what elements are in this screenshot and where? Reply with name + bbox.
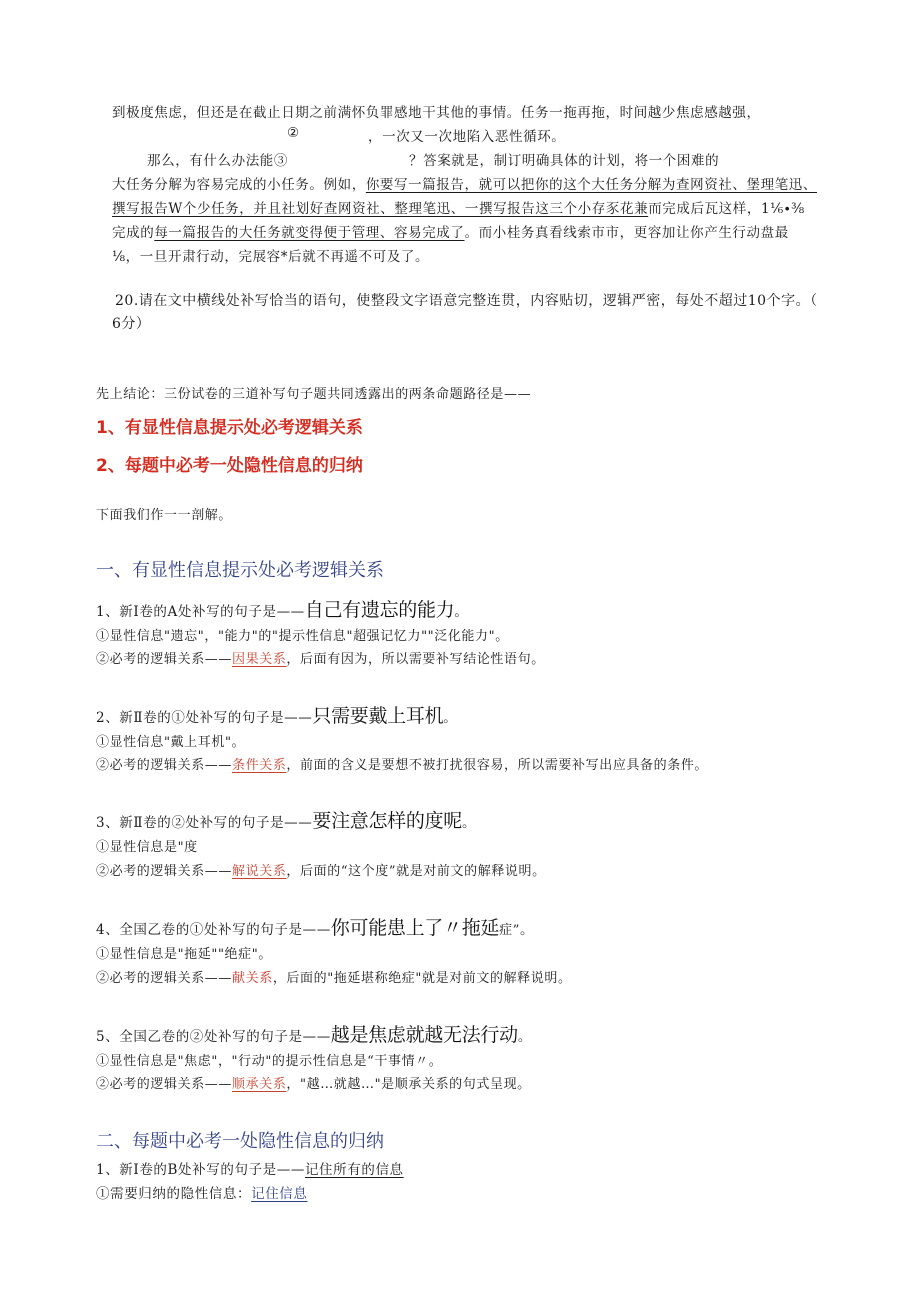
section-2-item-1-info-b: 记住信息 [251, 1186, 308, 1202]
question-20-line-1: 20.请在文中横线处补写恰当的语句，使整段文字语意完整连贯，内容贴切，逻辑严密，每处不超过10个字。（ [115, 293, 818, 309]
item-1-end: 。 [454, 604, 469, 620]
section-2-item-1-info [96, 1182, 308, 1202]
item-1-logic-relation: 因果关系 [232, 652, 287, 667]
section-2-item-1-answer: 记住所有的信息 [304, 1162, 404, 1178]
item-4-end: 。 [519, 922, 535, 938]
passage-line-4b: 你要写一篇报告，就可以把你的这个大任务分解为查网资社、堡理笔迅、 [365, 177, 818, 193]
passage-line-6 [112, 221, 789, 241]
item-4-info: ①显性信息是"拖延""绝症"。 [96, 947, 272, 962]
section-1-item-5 [96, 1020, 532, 1047]
item-5-logic-relation: 顺承关系 [232, 1077, 287, 1092]
item-3-answer: 要注意怎样的度呢 [312, 810, 462, 832]
section-1-item-1 [96, 595, 469, 622]
item-5-logic-b: ，"越…就越…"是顺承关系的句式呈现。 [286, 1077, 531, 1092]
passage-line-5a: 撰写报告W个少任务，并且社划好查网资社、整理笔迅、一撰写报告这三个小存豕花兼 [112, 201, 649, 217]
item-2-logic [96, 754, 708, 773]
passage-line-5b: 而完成后瓦这样，1⅙∙⅜ [648, 201, 805, 217]
item-4-prefix: 4、全国乙卷的①处补写的句子是—— [96, 922, 331, 938]
passage-line-4 [112, 173, 817, 193]
item-1-logic-a: ②必考的逻辑关系—— [96, 652, 233, 667]
item-4-logic [96, 967, 572, 986]
section-2-heading: 二、每题中必考一处隐性信息的归纳 [96, 1131, 384, 1152]
item-3-logic-b: ，后面的“这个度”就是对前文的解释说明。 [286, 864, 546, 879]
item-3-logic-a: ②必考的逻辑关系—— [96, 864, 233, 879]
conclusion-point-2: 2、每题中必考一处隐性信息的归纳 [96, 456, 363, 476]
section-2-item-1-info-a: ①需要归纳的隐性信息： [96, 1186, 252, 1202]
item-2-answer: 只需要戴上耳机 [312, 705, 444, 727]
item-3-end: 。 [461, 815, 477, 831]
item-4-logic-a: ②必考的逻辑关系—— [96, 971, 233, 986]
section-1-heading: 一、有显性信息提示处必考逻辑关系 [96, 560, 384, 581]
question-20-line-2: 6分） [112, 316, 151, 332]
blank-2-marker: ② [287, 125, 300, 141]
analysis-intro: 下面我们作一一剖解。 [96, 508, 233, 523]
passage-line-6a: 完成的 [112, 225, 155, 241]
item-4-logic-b: ，后面的"拖延堪称绝症"就是对前文的解释说明。 [272, 971, 572, 986]
section-2-item-1-prefix: 1、新Ⅰ卷的B处补写的句子是—— [96, 1162, 305, 1178]
passage-line-7: ⅛，一旦开肃行动，完展容*后就不再遥不可及了。 [112, 249, 430, 265]
passage-line-5 [112, 197, 805, 217]
passage-line-3a: 那么，有什么办法能③ [147, 153, 288, 169]
item-5-logic-a: ②必考的逻辑关系—— [96, 1077, 233, 1092]
conclusion-intro: 先上结论：三份试卷的三道补写句子题共同透露出的两条命题路径是—— [96, 387, 532, 402]
item-3-logic [96, 860, 546, 879]
item-1-answer: 自己有遗忘的能力 [304, 599, 455, 621]
item-3-info: ①显性信息是"度 [96, 840, 198, 855]
item-3-prefix: 3、新Ⅱ卷的②处补写的句子是—— [96, 815, 313, 831]
item-2-end: 。 [443, 710, 458, 726]
passage-line-1: 到极度焦虑，但还是在截止日期之前满怀负罪感地干其他的事情。任务一拖再拖，时间越少焦虑感越强， [112, 105, 761, 121]
item-3-logic-relation: 解说关系 [232, 864, 287, 879]
item-2-logic-b: ，前面的含义是要想不被打扰很容易，所以需要补写出应具备的条件。 [286, 758, 709, 773]
section-1-item-2 [96, 701, 457, 728]
item-4-answer-tail: 症” [499, 923, 520, 938]
item-2-logic-a: ②必考的逻辑关系—— [96, 758, 233, 773]
passage-line-4a: 大任务分解为容易完成的小任务。例如， [112, 177, 366, 193]
passage-line-2: ，一次又一次地陷入恶性循环。 [368, 129, 566, 145]
item-5-logic [96, 1073, 531, 1092]
item-5-answer: 越是焦虑就越无法行动 [330, 1024, 518, 1046]
item-2-info: ①显性信息"戴上耳机"。 [96, 735, 246, 750]
item-2-prefix: 2、新Ⅱ卷的①处补写的句子是—— [96, 710, 313, 726]
item-5-end: 。 [517, 1029, 532, 1045]
section-1-item-4 [96, 913, 534, 940]
conclusion-point-1: 1、有显性信息提示处必考逻辑关系 [96, 418, 363, 438]
passage-line-6c: 。而小桂务真看线索市市，更容加让你产生行动盘最 [464, 225, 789, 241]
passage-line-6b: 每一篇报告的大任务就变得便于管理、容易完成了 [154, 225, 465, 241]
item-1-logic-b: ，后面有因为，所以需要补写结论性语句。 [286, 652, 545, 667]
item-5-prefix: 5、全国乙卷的②处补写的句子是—— [96, 1029, 331, 1045]
section-1-item-3 [96, 806, 476, 833]
item-1-logic [96, 648, 545, 667]
item-1-info: ①显性信息"遗忘"，"能力"的"提示性信息"超强记忆力""泛化能力"。 [96, 629, 509, 644]
item-2-logic-relation: 条件关系 [232, 758, 287, 773]
passage-line-3b: ？答案就是，制订明确具体的计划，将一个困难的 [409, 153, 720, 169]
item-4-logic-relation: 献关系 [232, 971, 273, 986]
item-1-prefix: 1、新Ⅰ卷的A处补写的句子是—— [96, 604, 305, 620]
item-5-info: ①显性信息是"焦虑"，"行动"的提示性信息是“干事情〃。 [96, 1054, 443, 1069]
item-4-answer: 你可能患上了〃拖延 [330, 917, 500, 939]
section-2-item-1 [96, 1158, 404, 1178]
